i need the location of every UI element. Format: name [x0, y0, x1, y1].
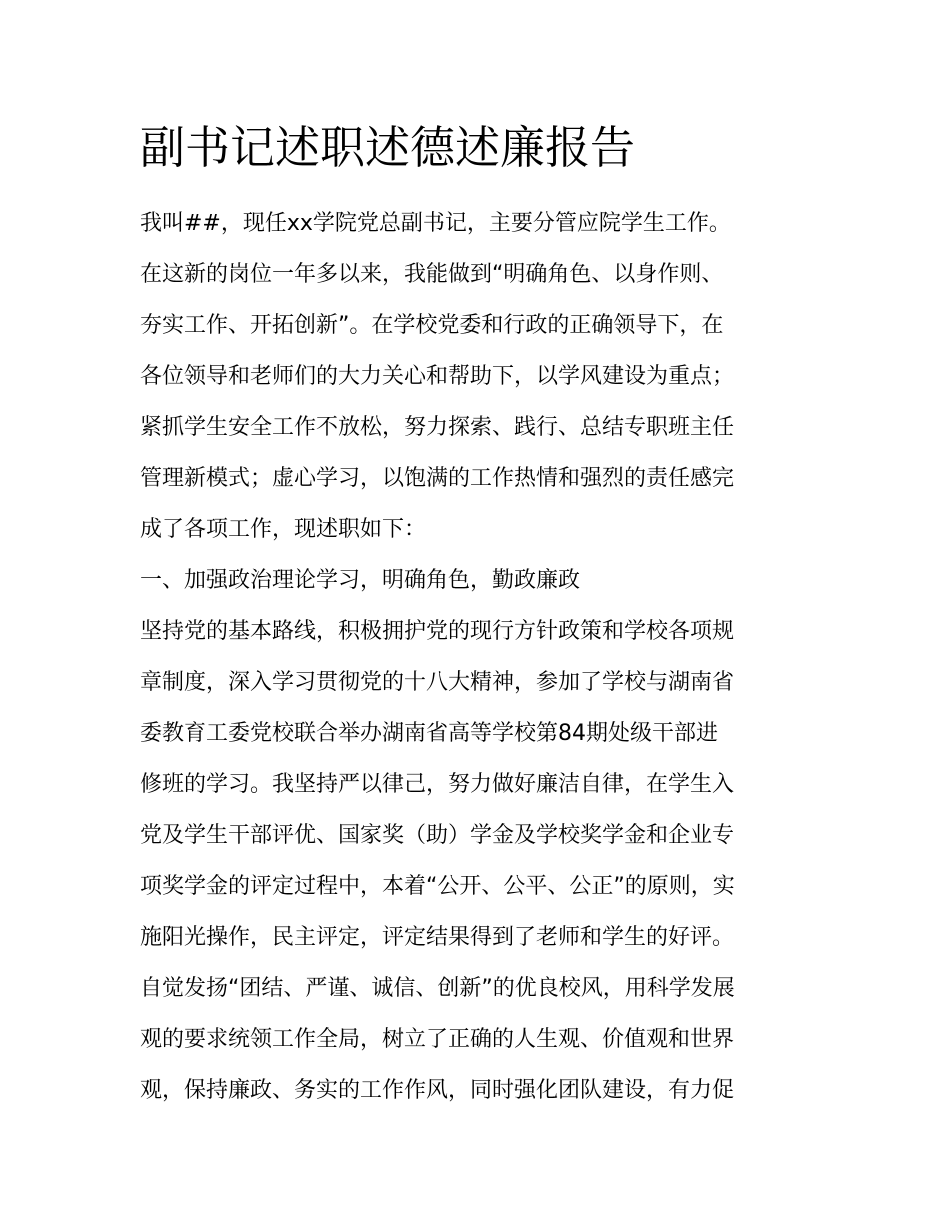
body-line: 项奖学金的评定过程中，本着“公开、公平、公正”的原则，实	[140, 874, 735, 899]
body-line: 管理新模式；虚心学习，以饱满的工作热情和强烈的责任感完	[140, 466, 735, 491]
body-line: 夯实工作、开拓创新”。在学校党委和行政的正确领导下，在	[140, 313, 724, 338]
body-line: 自觉发扬“团结、严谨、诚信、创新”的优良校风，用科学发展	[140, 976, 735, 1001]
body-line: 各位领导和老师们的大力关心和帮助下，以学风建设为重点；	[140, 364, 735, 389]
body-line: 成了各项工作，现述职如下：	[140, 517, 427, 542]
body-line: 观的要求统领工作全局，树立了正确的人生观、价值观和世界	[140, 1027, 735, 1052]
body-line: 党及学生干部评优、国家奖（助）学金及学校奖学金和企业专	[140, 823, 735, 848]
body-line: 施阳光操作，民主评定，评定结果得到了老师和学生的好评。	[140, 925, 735, 950]
section-heading: 一、加强政治理论学习，明确角色，勤政廉政	[140, 568, 581, 593]
body-line: 修班的学习。我坚持严以律己，努力做好廉洁自律，在学生入	[140, 772, 735, 797]
document-body	[140, 198, 820, 1116]
body-line: 坚持党的基本路线，积极拥护党的现行方针政策和学校各项规	[140, 619, 735, 644]
body-line: 章制度，深入学习贯彻党的十八大精神，参加了学校与湖南省	[140, 670, 735, 695]
body-line: 观，保持廉政、务实的工作作风，同时强化团队建设，有力促	[140, 1078, 735, 1103]
document-title: 副书记述职述德述廉报告	[140, 121, 636, 174]
body-line: 委教育工委党校联合举办湖南省高等学校第84期处级干部进	[140, 721, 718, 746]
body-line: 在这新的岗位一年多以来，我能做到“明确角色、以身作则、	[140, 262, 724, 287]
body-line: 我叫##，现任xx学院党总副书记，主要分管应院学生工作。	[140, 211, 731, 236]
body-line: 紧抓学生安全工作不放松，努力探索、践行、总结专职班主任	[140, 415, 735, 440]
